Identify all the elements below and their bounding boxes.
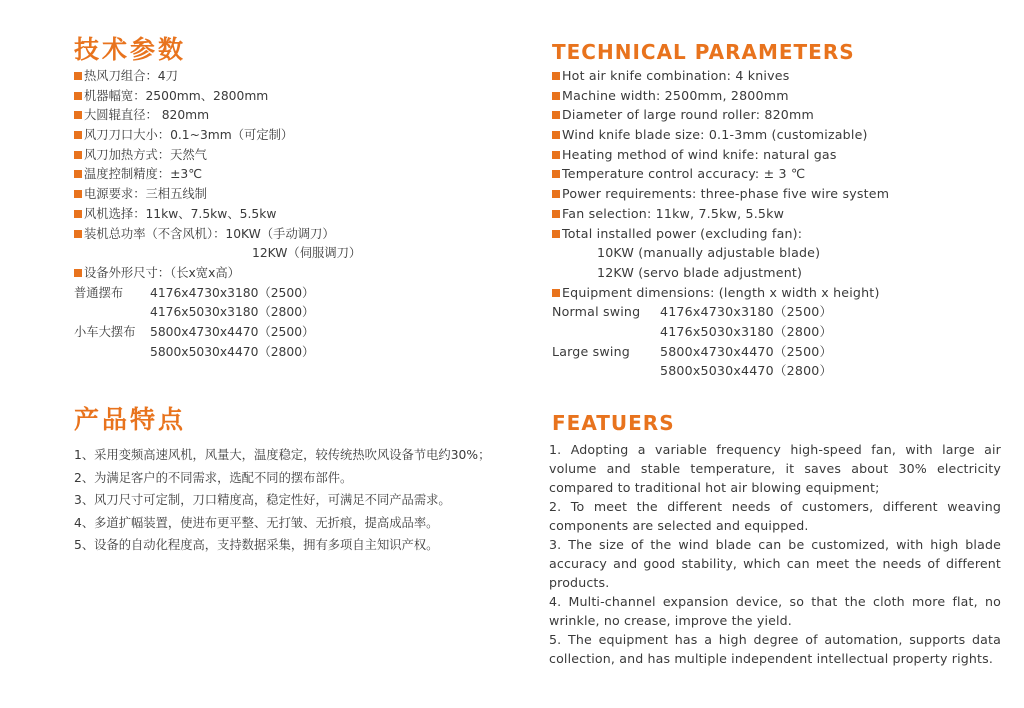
square-bullet-icon (74, 170, 82, 178)
param-item: 设备外形尺寸：（长x宽x高） (74, 264, 361, 284)
square-bullet-icon (552, 190, 560, 198)
param-item: 温度控制精度：±3℃ (74, 165, 361, 185)
square-bullet-icon (74, 190, 82, 198)
dimension-row: 普通摆布 4176x4730x3180（2500） (74, 285, 315, 300)
square-bullet-icon (552, 230, 560, 238)
param-item: Machine width: 2500mm, 2800mm (552, 86, 889, 106)
feature-item: 4、多道扩幅装置，使进布更平整、无打皱、无折痕，提高成品率。 (74, 515, 439, 530)
feature-item: 5、设备的自动化程度高，支持数据采集，拥有多项自主知识产权。 (74, 538, 439, 552)
square-bullet-icon (552, 151, 560, 159)
param-item: Diameter of large round roller: 820mm (552, 105, 889, 125)
param-item: Equipment dimensions: (length x width x height) (552, 283, 889, 303)
dimension-row: 5800x5030x4470（2800） (660, 363, 833, 379)
features-list-cn (74, 444, 534, 557)
square-bullet-icon (552, 131, 560, 139)
square-bullet-icon (552, 92, 560, 100)
params-list-cn (74, 67, 361, 362)
param-item: 装机总功率（不含风机）：10KW（手动调刀） (74, 225, 361, 245)
feature-item: 1. Adopting a variable frequency high-speed fan, with large air volume and stable temperature, it saves about 30% electricity compared to traditional hot air blowing equipment; (549, 442, 1001, 495)
dimension-row: 4176x5030x3180（2800） (150, 305, 315, 320)
param-item: 风刀刀口大小：0.1~3mm（可定制） (74, 126, 361, 146)
param-item: 热风刀组合：4刀 (74, 67, 361, 87)
param-item: Fan selection: 11kw, 7.5kw, 5.5kw (552, 204, 889, 224)
dimension-row: 小车大摆布 5800x4730x4470（2500） (74, 324, 315, 339)
square-bullet-icon (552, 111, 560, 119)
param-item-continued: 12KW（伺服调刀） (252, 246, 362, 261)
square-bullet-icon (552, 210, 560, 218)
square-bullet-icon (74, 151, 82, 159)
dimension-row: 5800x5030x4470（2800） (150, 344, 315, 359)
params-title-cn: 技术参数 (74, 35, 187, 64)
param-item: Heating method of wind knife: natural gas (552, 145, 889, 165)
param-item: 电源要求：三相五线制 (74, 185, 361, 205)
param-item: Hot air knife combination: 4 knives (552, 66, 889, 86)
feature-item: 5. The equipment has a high degree of automation, supports data collection, and has multiple independent intellectual property rights. (549, 632, 1001, 666)
feature-item: 4. Multi-channel expansion device, so that the cloth more flat, no wrinkle, no crease, improve the yield. (549, 594, 1001, 628)
param-item: 大圆辊直径： 820mm (74, 106, 361, 126)
square-bullet-icon (74, 92, 82, 100)
square-bullet-icon (552, 72, 560, 80)
square-bullet-icon (552, 289, 560, 297)
param-item-continued: 12KW (servo blade adjustment) (597, 264, 803, 280)
param-item: 风刀加热方式：天然气 (74, 146, 361, 166)
square-bullet-icon (74, 111, 82, 119)
features-list-en (549, 440, 1001, 668)
dimension-row: 4176x5030x3180（2800） (660, 323, 833, 339)
param-item: Total installed power (excluding fan): (552, 224, 889, 244)
feature-item: 1、采用变频高速风机，风量大，温度稳定，较传统热吹风设备节电约30%； (74, 448, 491, 462)
param-item: Power requirements: three-phase five wire system (552, 184, 889, 204)
feature-item: 2、为满足客户的不同需求，选配不同的摆布部件。 (74, 470, 353, 485)
square-bullet-icon (74, 210, 82, 218)
param-item: 风机选择：11kw、7.5kw、5.5kw (74, 205, 361, 225)
param-item-continued: 10KW (manually adjustable blade) (597, 245, 821, 261)
feature-item: 2. To meet the different needs of customers, different weaving components are selected and equipped. (549, 499, 1001, 533)
param-item: 机器幅宽：2500mm、2800mm (74, 87, 361, 107)
params-list-en (552, 66, 889, 381)
feature-item: 3. The size of the wind blade can be customized, with high blade accuracy and good stability, which can meet the needs of different products. (549, 537, 1001, 590)
param-item: Temperature control accuracy: ± 3 ℃ (552, 164, 889, 184)
params-title-en: TECHNICAL PARAMETERS (552, 40, 855, 64)
features-title-cn: 产品特点 (74, 405, 187, 434)
param-item: Wind knife blade size: 0.1-3mm (customizable) (552, 125, 889, 145)
square-bullet-icon (74, 269, 82, 277)
features-title-en: FEATUERS (552, 411, 675, 435)
square-bullet-icon (74, 230, 82, 238)
square-bullet-icon (74, 72, 82, 80)
square-bullet-icon (74, 131, 82, 139)
square-bullet-icon (552, 170, 560, 178)
feature-item: 3、风刀尺寸可定制，刀口精度高，稳定性好，可满足不同产品需求。 (74, 493, 451, 507)
dimension-row: Large swing 5800x4730x4470（2500） (552, 343, 833, 359)
dimension-row: Normal swing 4176x4730x3180（2500） (552, 304, 833, 320)
